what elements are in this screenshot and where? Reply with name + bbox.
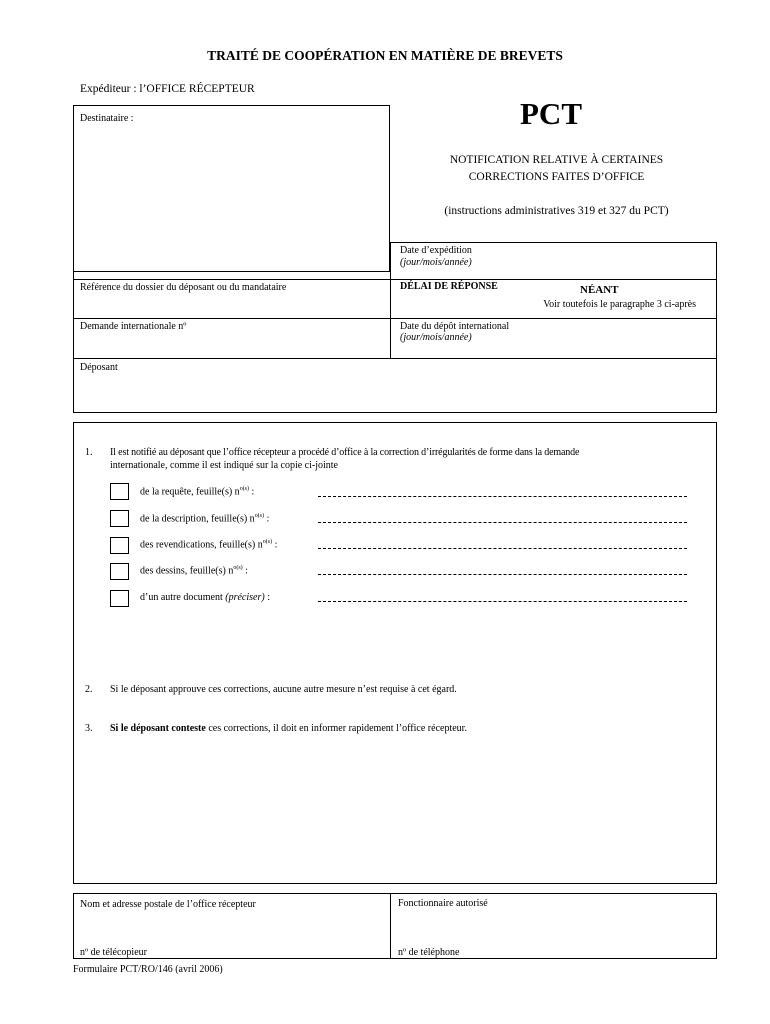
item-3-number: 3.: [85, 723, 93, 734]
fill-line-requete[interactable]: [318, 496, 687, 497]
office-name-label: Nom et adresse postale de l’office récepteur: [80, 899, 256, 910]
notification-line-1: NOTIFICATION RELATIVE À CERTAINES: [449, 154, 664, 166]
item-3-text: Si le déposant conteste ces corrections, il doit en informer rapidement l’office récepteur.: [110, 723, 467, 734]
item-1-number: 1.: [85, 447, 93, 458]
instructions-note: (instructions administratives 319 et 327 du PCT): [444, 205, 669, 217]
phone-label: nº de téléphone: [398, 947, 460, 958]
recipient-box: [73, 105, 390, 272]
label-requete: de la requête, feuille(s) $n^{o(s)}$ :: [140, 486, 255, 498]
label-description: de la description, feuille(s) $n^{o(s)}$ :: [140, 513, 270, 525]
date-depot-format: (jour/mois/année): [400, 332, 472, 343]
delai-label: DÉLAI DE RÉPONSE: [400, 281, 498, 292]
item-1-line-1: Il est notifié au déposant que l’office récepteur a procédé d’office à la correction d’irrégularités de forme dans la demande: [110, 447, 580, 458]
form-id: Formulaire PCT/RO/146 (avril 2006): [73, 964, 223, 975]
item-2-text: Si le déposant approuve ces corrections, aucune autre mesure n’est requise à cet égard.: [110, 684, 457, 695]
deposant-label: Déposant: [80, 362, 118, 373]
demande-internationale-label: Demande internationale nº: [80, 321, 187, 332]
item-1-line-2: internationale, comme il est indiqué sur la copie ci-jointe: [110, 460, 338, 471]
sender-line: Expéditeur : l’OFFICE RÉCEPTEUR: [80, 83, 255, 95]
checkbox-requete[interactable]: [110, 483, 129, 500]
pct-heading: PCT: [520, 96, 582, 131]
fill-line-dessins[interactable]: [318, 574, 687, 575]
fax-label: nº de télécopieur: [80, 947, 147, 958]
label-revendications: des revendications, feuille(s) $n^{o(s)}$ :: [140, 539, 278, 551]
date-expedition-format: (jour/mois/année): [400, 257, 472, 268]
authorized-officer-label: Fonctionnaire autorisé: [398, 898, 488, 909]
label-dessins: des dessins, feuille(s) $n^{o(s)}$ :: [140, 565, 248, 577]
delai-value: NÉANT: [580, 284, 619, 296]
date-expedition-label: Date d’expédition: [400, 245, 472, 256]
checkbox-autre-document[interactable]: [110, 590, 129, 607]
form-title: TRAITÉ DE COOPÉRATION EN MATIÈRE DE BREVETS: [207, 48, 563, 63]
checkbox-description[interactable]: [110, 510, 129, 527]
fill-line-description[interactable]: [318, 522, 687, 523]
notification-line-2: CORRECTIONS FAITES D’OFFICE: [468, 171, 645, 183]
delai-note: Voir toutefois le paragraphe 3 ci-après: [543, 299, 696, 310]
label-autre-document: d’un autre document (préciser) :: [140, 592, 270, 603]
recipient-label: Destinataire :: [80, 113, 134, 124]
checkbox-revendications[interactable]: [110, 537, 129, 554]
item-2-number: 2.: [85, 684, 93, 695]
fill-line-autre-document[interactable]: [318, 601, 687, 602]
date-depot-label: Date du dépôt international: [400, 321, 510, 332]
reference-label: Référence du dossier du déposant ou du mandataire: [80, 282, 287, 293]
checkbox-dessins[interactable]: [110, 563, 129, 580]
fill-line-revendications[interactable]: [318, 548, 687, 549]
